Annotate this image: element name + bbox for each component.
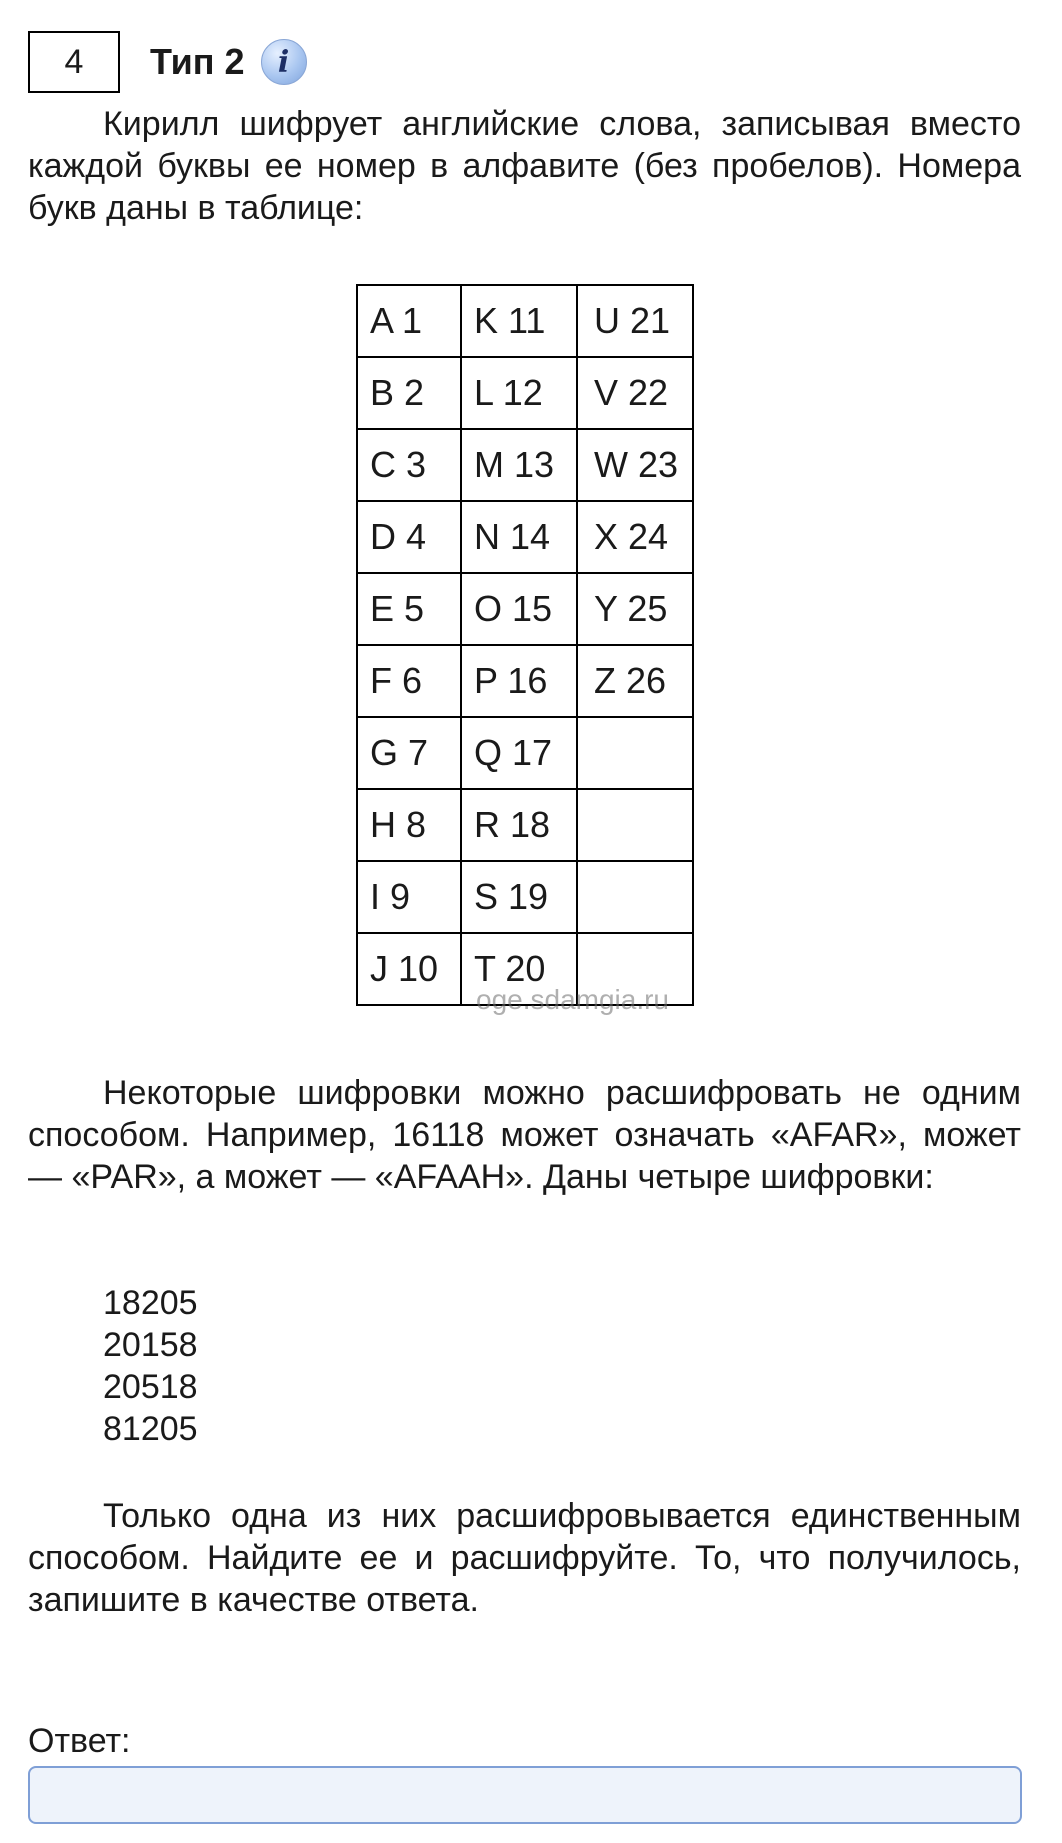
question-paragraph — [28, 1495, 1021, 1621]
letter-table-cell: L 12 — [461, 357, 577, 429]
letter-table-row — [357, 357, 693, 429]
example-text: Некоторые шифровки можно расшифровать не одним способом. Например, 16118 может означать «AFAR», может — «PAR», а может — «AFAAH». Даны четыре шифровки: — [28, 1074, 1021, 1196]
intro-text: Кирилл шифрует английские слова, записывая вместо каждой буквы ее номер в алфавите (без пробелов). Номера букв даны в таблице: — [28, 105, 1021, 227]
letter-table-row — [357, 573, 693, 645]
letter-table-cell: Q 17 — [461, 717, 577, 789]
task-number: 4 — [28, 31, 120, 93]
letter-table-wrap — [356, 284, 694, 1015]
letter-table-cell: F 6 — [357, 645, 461, 717]
letter-table-cell — [577, 789, 693, 861]
letter-table-cell: U 21 — [577, 285, 693, 357]
letter-table-cell: A 1 — [357, 285, 461, 357]
letter-table-row — [357, 789, 693, 861]
code-item: 20158 — [103, 1326, 198, 1364]
letter-table-cell — [577, 861, 693, 933]
letter-table-cell: W 23 — [577, 429, 693, 501]
letter-table-cell — [577, 717, 693, 789]
letter-table-row — [357, 861, 693, 933]
question-text: Только одна из них расшифровывается единственным способом. Найдите ее и расшифруйте. То, что получилось, запишите в качестве ответа. — [28, 1497, 1021, 1619]
letter-table-row — [357, 501, 693, 573]
letter-table-row — [357, 933, 693, 1005]
letter-table-cell: E 5 — [357, 573, 461, 645]
answer-input[interactable] — [28, 1766, 1022, 1824]
letter-table-cell: H 8 — [357, 789, 461, 861]
letter-table-cell: M 13 — [461, 429, 577, 501]
letter-table-cell: O 15 — [461, 573, 577, 645]
letter-table-cell: T 20 — [461, 933, 577, 1005]
letter-table-row — [357, 717, 693, 789]
letter-table-cell: Z 26 — [577, 645, 693, 717]
letter-table-cell: P 16 — [461, 645, 577, 717]
letter-table-cell: V 22 — [577, 357, 693, 429]
letter-table-cell — [577, 933, 693, 1005]
answer-label: Ответ: — [28, 1722, 131, 1760]
example-paragraph — [28, 1072, 1021, 1198]
letter-table-row — [357, 429, 693, 501]
task-header — [28, 30, 307, 94]
letter-table-cell: Y 25 — [577, 573, 693, 645]
letter-table-cell: C 3 — [357, 429, 461, 501]
intro-paragraph — [28, 103, 1021, 229]
info-icon[interactable]: i — [261, 39, 307, 85]
letter-table-cell: R 18 — [461, 789, 577, 861]
letter-table-cell: N 14 — [461, 501, 577, 573]
letter-table-cell: G 7 — [357, 717, 461, 789]
task-type-label: Тип 2 — [150, 41, 245, 82]
letter-table-cell: I 9 — [357, 861, 461, 933]
letter-table-row — [357, 645, 693, 717]
letter-table-row — [357, 285, 693, 357]
letter-table-cell: B 2 — [357, 357, 461, 429]
letter-table — [356, 284, 694, 1006]
letter-table-cell: D 4 — [357, 501, 461, 573]
letter-table-cell: J 10 — [357, 933, 461, 1005]
letter-table-cell: K 11 — [461, 285, 577, 357]
letter-table-cell: X 24 — [577, 501, 693, 573]
letter-table-cell: S 19 — [461, 861, 577, 933]
watermark: oge.sdamgia.ru — [476, 984, 670, 1015]
codes-list — [103, 1282, 198, 1450]
code-item: 18205 — [103, 1284, 198, 1322]
code-item: 20518 — [103, 1368, 198, 1406]
code-item: 81205 — [103, 1410, 198, 1448]
